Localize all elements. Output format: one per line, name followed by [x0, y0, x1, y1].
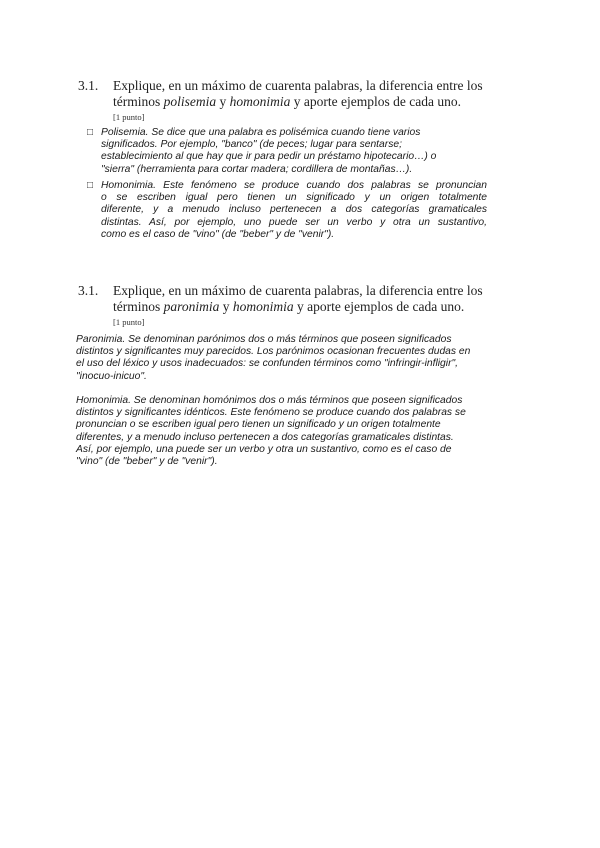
answer-2-line: distintos y significantes idénticos. Este fenómeno se produce cuando dos palabras se: [76, 407, 466, 419]
answer-2-line: el uso del léxico y usos inadecuados: se confunden términos como "infringir-infligir",: [76, 358, 459, 370]
question-1: [78, 78, 528, 123]
answer-2-paragraph-homonimia: [76, 395, 516, 468]
answer-2-paragraph-paronimia: [76, 334, 516, 383]
answer-1-line: diferente, y a menudo incluso pertenecen a dos categorías gramaticales: [101, 204, 487, 216]
answer-1-line: "sierra" (herramienta para cortar madera; cordillera de montañas…).: [101, 163, 413, 175]
question-2-text: Explique, en un máximo de cuarenta palabras, la diferencia entre los términos paronimia y homonimia y aporte ejemplos de cada uno.: [113, 283, 483, 314]
checkbox-bullet-icon: □: [87, 127, 94, 138]
answer-2-line: pronuncian o se escriben igual pero tienen un significado y un origen totalmente: [76, 419, 441, 431]
answer-2-line: Así, por ejemplo, una puede ser un verbo y otra un sustantivo, como es el caso de: [76, 443, 452, 455]
question-2: [78, 283, 528, 328]
answer-2-line: Homonimia. Se denominan homónimos dos o más términos que poseen significados: [76, 395, 463, 406]
answer-2-line: "inocuo-inicuo".: [76, 370, 147, 382]
question-1-points: [1 punto]: [113, 112, 145, 122]
answer-1-line: significados. Por ejemplo, "banco" (de peces; lugar para sentarse;: [101, 139, 402, 151]
answer-2-line: diferentes, y a menudo incluso pertenecen a dos categorías gramaticales distintas.: [76, 431, 454, 443]
answer-2-line: "vino" (de "beber" y de "venir").: [76, 456, 218, 468]
answer-1-item-polisemia: [87, 127, 487, 176]
answer-1-line: establecimiento al que hay que ir para pedir un préstamo hipotecario…) o: [101, 151, 437, 163]
answer-1-item-homonimia: [87, 180, 487, 241]
checkbox-bullet-icon: □: [87, 180, 94, 191]
question-1-number: 3.1.: [78, 78, 99, 93]
question-2-points: [1 punto]: [113, 317, 145, 327]
question-2-number: 3.1.: [78, 283, 99, 298]
answer-2-line: distintos y significantes muy parecidos. Los parónimos ocasionan frecuentes dudas en: [76, 346, 471, 358]
answer-2-line: Paronimia. Se denominan parónimos dos o más términos que poseen significados: [76, 334, 452, 345]
answer-1-line: Homonimia. Este fenómeno se produce cuando dos palabras se pronuncian: [101, 180, 487, 191]
answer-1-line: como es el caso de "vino" (de "beber" y de "venir").: [101, 228, 335, 240]
answer-1-line: o se escriben igual pero tienen un significado y un origen totalmente: [101, 192, 487, 204]
answer-1-line: Polisemia. Se dice que una palabra es polisémica cuando tiene varios: [101, 127, 421, 138]
question-1-text: Explique, en un máximo de cuarenta palabras, la diferencia entre los términos polisemia y homonimia y aporte ejemplos de cada uno.: [113, 78, 483, 109]
answer-1-line: distintas. Así, por ejemplo, uno puede ser un verbo y otra un sustantivo,: [101, 216, 487, 228]
